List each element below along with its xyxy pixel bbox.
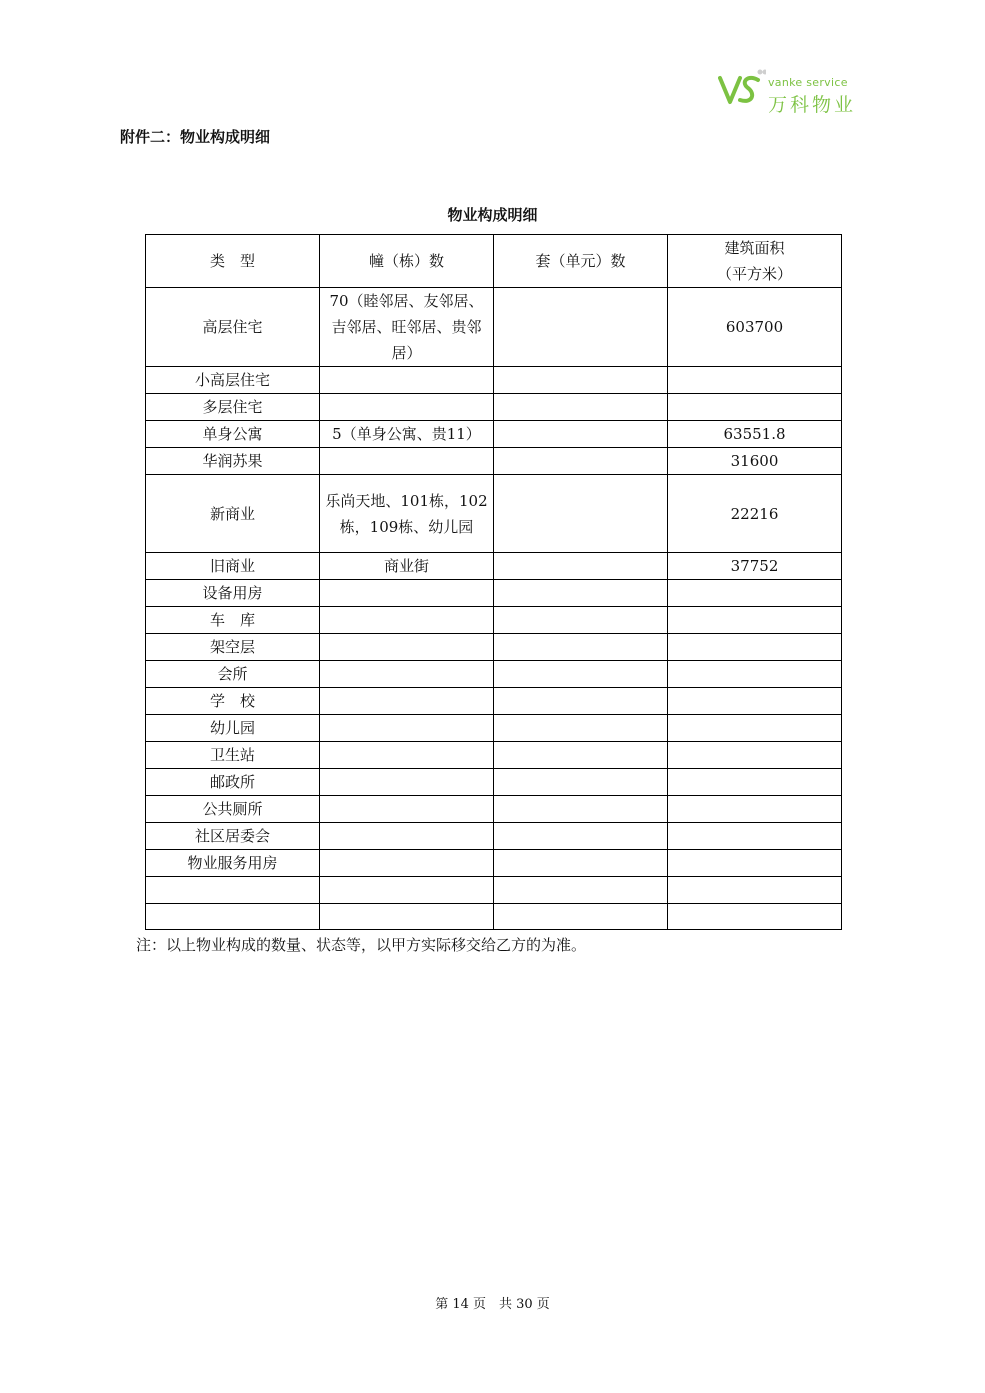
cell-type: 旧商业 [146, 553, 320, 580]
cell-type [146, 903, 320, 930]
cell-area [668, 367, 842, 394]
cell-units [494, 553, 668, 580]
cell-units [494, 823, 668, 850]
cell-buildings [320, 877, 494, 904]
cell-units [494, 288, 668, 367]
cell-units [494, 796, 668, 823]
vs-logo-icon [718, 64, 766, 114]
cell-type: 小高层住宅 [146, 367, 320, 394]
cell-units [494, 742, 668, 769]
cell-buildings [320, 850, 494, 877]
cell-buildings [320, 796, 494, 823]
cell-buildings [320, 742, 494, 769]
table-row [146, 475, 842, 553]
cell-area [668, 688, 842, 715]
cell-units [494, 421, 668, 448]
table-row [146, 742, 842, 769]
cell-units [494, 475, 668, 553]
cell-area [668, 607, 842, 634]
vanke-logo [718, 62, 868, 118]
cell-area [668, 796, 842, 823]
header-type: 类 型 [146, 235, 320, 288]
cell-type: 会所 [146, 661, 320, 688]
cell-type: 多层住宅 [146, 394, 320, 421]
cell-units [494, 394, 668, 421]
table-row [146, 553, 842, 580]
cell-type: 邮政所 [146, 769, 320, 796]
cell-buildings: 商业街 [320, 553, 494, 580]
cell-buildings: 5（单身公寓、贵11） [320, 421, 494, 448]
page-footer: 第 14 页 共 30 页 [435, 1297, 550, 1312]
table-row [146, 823, 842, 850]
header-units: 套（单元）数 [494, 235, 668, 288]
cell-area [668, 742, 842, 769]
cell-units [494, 580, 668, 607]
table-row [146, 661, 842, 688]
property-composition-table [145, 234, 842, 930]
table-title: 物业构成明细 [447, 206, 538, 224]
cell-type: 华润苏果 [146, 448, 320, 475]
cell-buildings [320, 394, 494, 421]
table-row [146, 796, 842, 823]
cell-buildings [320, 823, 494, 850]
cell-units [494, 448, 668, 475]
cell-buildings [320, 661, 494, 688]
table-row [146, 607, 842, 634]
cell-type: 单身公寓 [146, 421, 320, 448]
cell-units [494, 715, 668, 742]
cell-area [668, 769, 842, 796]
cell-area [668, 661, 842, 688]
cell-area [668, 580, 842, 607]
table-row [146, 421, 842, 448]
cell-area [668, 715, 842, 742]
cell-buildings [320, 903, 494, 930]
cell-buildings [320, 634, 494, 661]
cell-units [494, 661, 668, 688]
cell-buildings: 70（睦邻居、友邻居、吉邻居、旺邻居、贵邻居） [320, 288, 494, 367]
cell-buildings: 乐尚天地、101栋，102栋，109栋、幼儿园 [320, 475, 494, 553]
cell-units [494, 769, 668, 796]
table-row [146, 634, 842, 661]
table-row [146, 688, 842, 715]
cell-type: 设备用房 [146, 580, 320, 607]
table-row [146, 580, 842, 607]
table-row [146, 367, 842, 394]
cell-type: 学 校 [146, 688, 320, 715]
table-header-row [146, 235, 842, 288]
cell-units [494, 688, 668, 715]
cell-area [668, 877, 842, 904]
cell-area: 31600 [668, 448, 842, 475]
cell-units [494, 607, 668, 634]
cell-area [668, 394, 842, 421]
table-row [146, 448, 842, 475]
cell-buildings [320, 448, 494, 475]
table-row [146, 769, 842, 796]
cell-type: 卫生站 [146, 742, 320, 769]
cell-buildings [320, 580, 494, 607]
cell-area: 603700 [668, 288, 842, 367]
cell-buildings [320, 715, 494, 742]
table-note: 注：以上物业构成的数量、状态等，以甲方实际移交给乙方的为准。 [136, 936, 587, 954]
cell-area [668, 850, 842, 877]
cell-area: 63551.8 [668, 421, 842, 448]
table-row [146, 394, 842, 421]
table-row [146, 715, 842, 742]
header-area: 建筑面积 （平方米） [668, 235, 842, 288]
logo-chinese-text: 万科物业 [768, 94, 857, 116]
cell-type: 社区居委会 [146, 823, 320, 850]
cell-units [494, 367, 668, 394]
header-buildings: 幢（栋）数 [320, 235, 494, 288]
cell-type: 新商业 [146, 475, 320, 553]
table-row [146, 850, 842, 877]
cell-type: 公共厕所 [146, 796, 320, 823]
cell-buildings [320, 688, 494, 715]
cell-area [668, 823, 842, 850]
cell-type: 高层住宅 [146, 288, 320, 367]
cell-units [494, 903, 668, 930]
cell-units [494, 634, 668, 661]
cell-buildings [320, 607, 494, 634]
cell-type [146, 877, 320, 904]
table-row [146, 877, 842, 904]
cell-type: 架空层 [146, 634, 320, 661]
logo-english-text: vanke service [768, 76, 848, 89]
cell-type: 物业服务用房 [146, 850, 320, 877]
attachment-title: 附件二：物业构成明细 [120, 128, 271, 146]
cell-area: 37752 [668, 553, 842, 580]
cell-units [494, 877, 668, 904]
cell-units [494, 850, 668, 877]
cell-area [668, 634, 842, 661]
cell-area [668, 903, 842, 930]
cell-type: 车 库 [146, 607, 320, 634]
cell-buildings [320, 769, 494, 796]
cell-buildings [320, 367, 494, 394]
table-row [146, 288, 842, 367]
cell-area: 22216 [668, 475, 842, 553]
cell-type: 幼儿园 [146, 715, 320, 742]
table-row [146, 903, 842, 930]
